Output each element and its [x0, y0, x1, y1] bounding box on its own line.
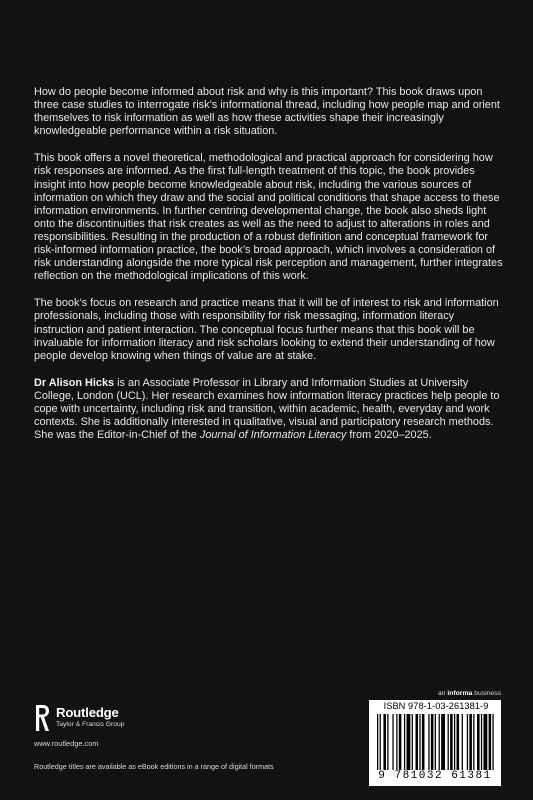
barcode-bar	[392, 714, 393, 770]
author-bio-text-1: is an Associate Professor in Library and Information Studies at University College, London (UCL). Her research examines how information literacy practices help people to cope with uncertainty, including risk and transition, within academic, health, everyday and work contexts. She is additionally interested in qualitative, visual and participatory research methods. She was the Editor-in-Chief of the	[34, 376, 500, 442]
barcode-bar	[412, 714, 413, 770]
back-cover-blurb	[34, 86, 504, 456]
barcode-bar	[380, 714, 381, 770]
barcode-bar	[439, 714, 440, 770]
isbn-barcode	[369, 700, 501, 786]
barcode-bar	[415, 714, 418, 770]
barcode-bar	[489, 714, 492, 770]
barcode-bar	[404, 714, 405, 770]
publisher-url[interactable]: www.routledge.com	[34, 739, 99, 748]
barcode-bar	[454, 714, 455, 770]
barcode-bar	[467, 714, 468, 770]
author-bio-text-2: from 2020–2025.	[346, 429, 432, 442]
barcode-bar	[431, 714, 434, 770]
barcode-bar	[469, 714, 472, 770]
barcode-bar	[387, 714, 388, 770]
routledge-r-logo-icon	[34, 704, 50, 732]
barcode-bar	[477, 714, 480, 770]
publisher-group: Taylor & Francis Group	[56, 721, 125, 728]
barcode-bar	[407, 714, 411, 770]
isbn-label: ISBN 978-1-03-261381-9	[383, 701, 489, 711]
barcode-bar	[450, 714, 453, 770]
barcode-bar	[419, 714, 420, 770]
ebook-footnote: Routledge titles are available as eBook editions in a range of digital formats	[34, 762, 274, 771]
barcode-bar	[396, 714, 397, 770]
barcode-bars	[377, 714, 495, 770]
barcode-bar	[457, 714, 460, 770]
barcode-bar	[483, 714, 487, 770]
blurb-paragraph-3: The book’s focus on research and practice means that it will be of interest to risk and information professionals, including those with responsibility for risk messaging, information literacy instruction and patient interaction. The conceptual focus further means that this book will be invaluable for information literacy and risk scholars looking to extend their understanding of how people develop knowing when things of value are at stake.	[34, 297, 499, 362]
barcode-bar	[462, 714, 463, 770]
author-name: Dr Alison Hicks	[34, 376, 115, 389]
blurb-paragraph-2: This book offers a novel theoretical, methodological and practical approach for considering how risk responses are informed. As the first full-length treatment of this topic, the book provides insight into how people become knowledgeable about risk, including the various sources of information on which they draw and the social and political conditions that shape access to these information environments. In further centring developmental change, the book also sheds light onto the discontinuities that risk creates as well as the need to adjust to alterations in roles and responsibilities. Resulting in the production of a robust definition and conceptual framework for risk-informed information practice, the book’s broad approach, which involves a consideration of risk understanding alongside the more typical risk perception and management, further integrates reflection on the methodological implications of this work.	[34, 152, 503, 283]
journal-title: Journal of Information Literacy	[199, 429, 347, 442]
barcode-bar	[428, 714, 429, 770]
barcode-bar	[441, 714, 445, 770]
informa-brand: informa	[447, 690, 473, 697]
blurb-paragraph-1: How do people become informed about risk and why is this important? This book draws upon three case studies to interrogate risk’s informational thread, including how people map and orient themselves to risk information as well as how these activities shape their increasingly knowledgeable performance within a risk situation.	[34, 86, 500, 138]
informa-business-tag: an informa business	[437, 690, 501, 697]
barcode-bar	[422, 714, 425, 770]
barcode-bar	[383, 714, 386, 770]
barcode-bar	[377, 714, 378, 770]
barcode-bar	[399, 714, 402, 770]
barcode-bar	[448, 714, 449, 770]
barcode-bar	[435, 714, 436, 770]
author-bio	[34, 377, 504, 442]
barcode-digits: 9 781032 61381	[378, 770, 492, 782]
barcode-bar	[481, 714, 482, 770]
publisher-name: Routledge	[56, 705, 119, 720]
barcode-bar	[492, 714, 493, 770]
barcode-bar	[473, 714, 474, 770]
